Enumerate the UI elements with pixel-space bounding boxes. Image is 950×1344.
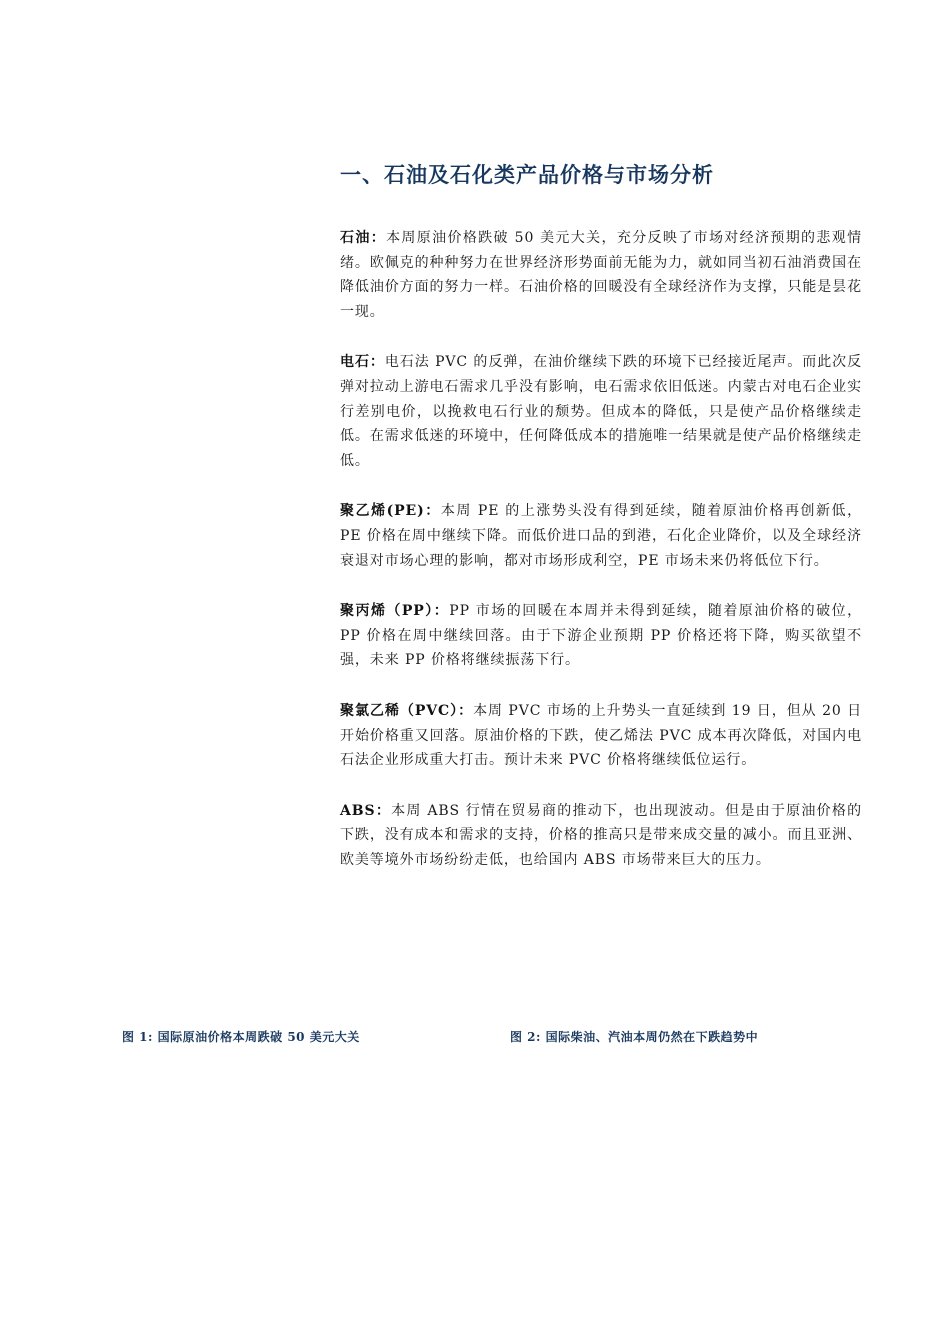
figure-1-caption: 图 1: 国际原油价格本周跌破 50 美元大关 (122, 1030, 360, 1044)
paragraph-text: 本周 PVC 市场的上升势头一直延续到 19 日，但从 20 日开始价格重又回落。原油价格的下跌，使乙烯法 PVC 成本再次降低，对国内电石法企业形成重大打击。预计未来 PVC 价格将继续低位运行。 (340, 702, 862, 769)
paragraph-calcium-carbide (340, 350, 862, 473)
paragraph-text: 本周 ABS 行情在贸易商的推动下，也出现波动。但是由于原油价格的下跌，没有成本和需求的支持，价格的推高只是带来成交量的减小。而且亚洲、欧美等境外市场纷纷走低，也给国内 ABS 市场带来巨大的压力。 (340, 802, 863, 868)
article-body (340, 226, 862, 898)
section-title: 一、石油及石化类产品价格与市场分析 (340, 162, 714, 187)
paragraph-text: 电石法 PVC 的反弹，在油价继续下跌的环境下已经接近尾声。而此次反弹对拉动上游电石需求几乎没有影响，电石需求依旧低迷。内蒙古对电石企业实行差别电价，以挽救电石行业的颓势。但成本的降低，只是使产品价格继续走低。在需求低迷的环境中，任何降低成本的措施唯一结果就是使产品价格继续走低。 (340, 354, 862, 469)
paragraph-polypropylene (340, 599, 862, 673)
paragraph-text: PP 市场的回暖在本周并未得到延续，随着原油价格的破位，PP 价格在周中继续回落。由于下游企业预期 PP 价格还将下降，购买欲望不强，未来 PP 价格将继续振荡下行。 (340, 603, 862, 669)
paragraph-pvc (340, 699, 862, 773)
paragraph-polyethylene (340, 499, 862, 573)
paragraph-lead: 石油： (340, 230, 387, 246)
paragraph-lead: 聚氯乙稀（PVC）： (340, 702, 474, 719)
paragraph-lead: ABS： (340, 802, 392, 819)
paragraph-text: 本周 PE 的上涨势头没有得到延续，随着原油价格再创新低，PE 价格在周中继续下降。而低价进口品的到港，石化企业降价，以及全球经济衰退对市场心理的影响，都对市场形成利空，PE 市场未来仍将低位下行。 (340, 503, 862, 569)
paragraph-abs (340, 799, 862, 873)
paragraph-petroleum (340, 226, 862, 324)
paragraph-text: 本周原油价格跌破 50 美元大关，充分反映了市场对经济预期的悲观情绪。欧佩克的种种努力在世界经济形势面前无能为力，就如同当初石油消费国在降低油价方面的努力一样。石油价格的回暖没有全球经济作为支撑，只能是昙花一现。 (340, 230, 862, 320)
paragraph-lead: 聚乙烯(PE)： (340, 503, 441, 520)
figure-2-caption: 图 2: 国际柴油、汽油本周仍然在下跌趋势中 (510, 1030, 759, 1044)
paragraph-lead: 电石： (340, 354, 385, 371)
paragraph-lead: 聚丙烯（PP）： (340, 603, 450, 620)
